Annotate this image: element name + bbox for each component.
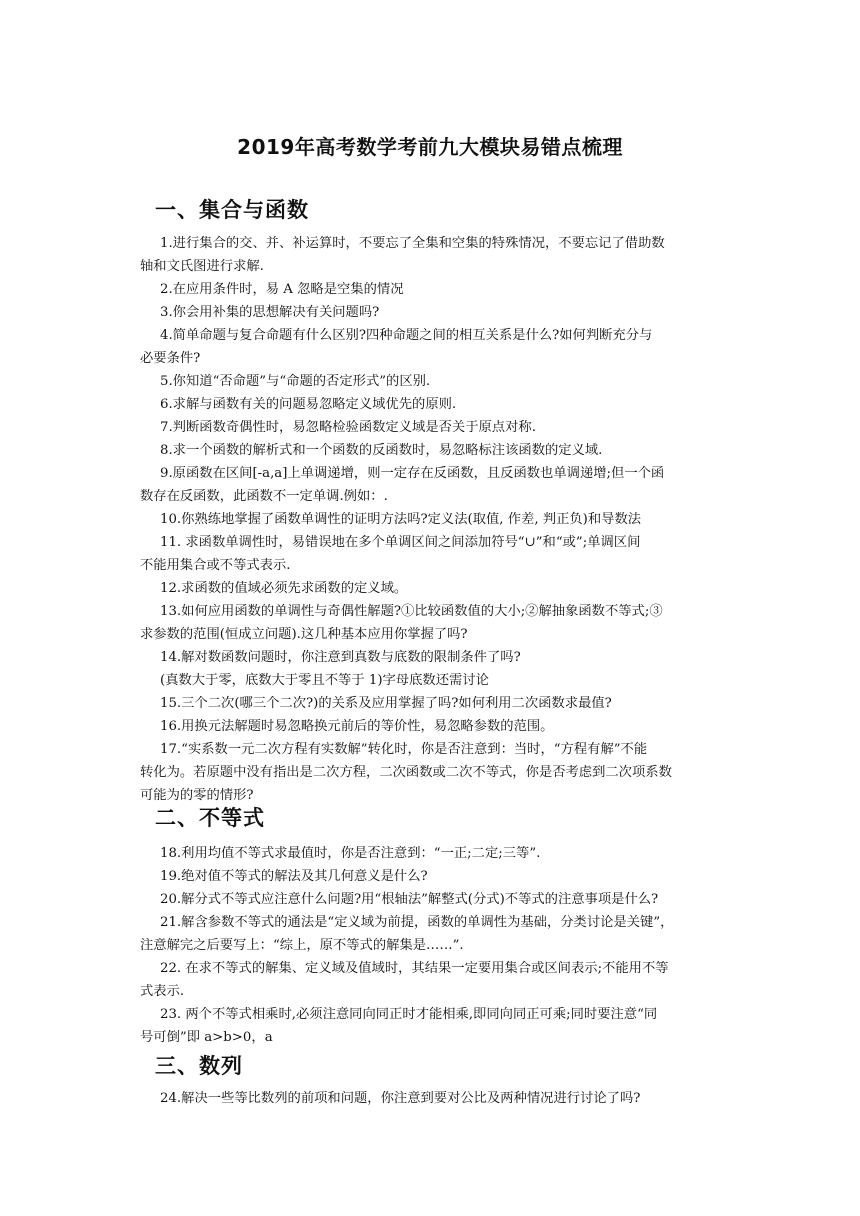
paragraph-line: 轴和文氏图进行求解.: [140, 259, 264, 274]
paragraph-line: 式表示.: [140, 984, 185, 999]
paragraph-line: 3.你会用补集的思想解决有关问题吗?: [160, 305, 380, 320]
paragraph-line: 8.求一个函数的解析式和一个函数的反函数时，易忽略标注该函数的定义域.: [160, 443, 603, 458]
paragraph-line: 可能为的零的情形?: [140, 788, 254, 803]
paragraph-line: 15.三个二次(哪三个二次?)的关系及应用掌握了吗?如何利用二次函数求最值?: [160, 696, 612, 711]
paragraph-line: 不能用集合或不等式表示.: [140, 558, 291, 573]
paragraph-line: 9.原函数在区间[-a,a]上单调递增，则一定存在反函数，且反函数也单调递增;但一个函: [160, 466, 665, 481]
paragraph-line: 注意解完之后要写上：“综上，原不等式的解集是……”.: [140, 938, 464, 953]
paragraph-line: 14.解对数函数问题时，你注意到真数与底数的限制条件了吗?: [160, 650, 521, 665]
paragraph-line: 13.如何应用函数的单调性与奇偶性解题?①比较函数值的大小;②解抽象函数不等式;③: [160, 604, 663, 619]
paragraph-line: 号可倒”即 a>b>0，a: [140, 1030, 273, 1045]
section-heading-sets-functions: 一、集合与函数: [155, 198, 309, 222]
paragraph-line: 23. 两个不等式相乘时,必须注意同向同正时才能相乘,即同向同正可乘;同时要注意“同: [160, 1007, 658, 1022]
paragraph-line: 7.判断函数奇偶性时，易忽略检验函数定义域是否关于原点对称.: [160, 420, 536, 435]
paragraph-line: 18.利用均值不等式求最值时，你是否注意到：“一正;二定;三等”.: [160, 846, 541, 861]
paragraph-line: 22. 在求不等式的解集、定义域及值域时，其结果一定要用集合或区间表示;不能用不等: [160, 961, 669, 976]
section-heading-inequalities: 二、不等式: [155, 806, 265, 830]
paragraph-line: 20.解分式不等式应注意什么问题?用“根轴法”解整式(分式)不等式的注意事项是什么?: [160, 892, 659, 907]
paragraph-line: 1.进行集合的交、并、补运算时，不要忘了全集和空集的特殊情况，不要忘记了借助数: [160, 236, 665, 251]
document-title: 2019年高考数学考前九大模块易错点梳理: [237, 135, 623, 159]
paragraph-line: 17.“实系数一元二次方程有实数解”转化时，你是否注意到：当时，“方程有解”不能: [160, 742, 648, 757]
paragraph-line: 12.求函数的值域必须先求函数的定义域。: [160, 581, 408, 596]
paragraph-line: 求参数的范围(恒成立问题).这几种基本应用你掌握了吗?: [140, 627, 468, 642]
paragraph-line: 必要条件?: [140, 351, 201, 366]
section-heading-sequences: 三、数列: [155, 1054, 243, 1078]
paragraph-line: 6.求解与函数有关的问题易忽略定义域优先的原则.: [160, 397, 457, 412]
paragraph-line: 21.解含参数不等式的通法是“定义域为前提，函数的单调性为基础，分类讨论是关键”，: [160, 915, 674, 930]
paragraph-line: 5.你知道“否命题”与“命题的否定形式”的区别.: [160, 374, 431, 389]
paragraph-line: 2.在应用条件时，易 A 忽略是空集的情况: [160, 282, 404, 297]
paragraph-line: 24.解决一些等比数列的前项和问题，你注意到要对公比及两种情况进行讨论了吗?: [160, 1091, 641, 1106]
paragraph-line: 数存在反函数，此函数不一定单调.例如：.: [140, 489, 388, 504]
paragraph-line: 16.用换元法解题时易忽略换元前后的等价性，易忽略参数的范围。: [160, 719, 554, 734]
paragraph-line: (真数大于零，底数大于零且不等于 1)字母底数还需讨论: [160, 673, 489, 688]
paragraph-line: 4.简单命题与复合命题有什么区别?四种命题之间的相互关系是什么?如何判断充分与: [160, 328, 653, 343]
paragraph-line: 10.你熟练地掌握了函数单调性的证明方法吗?定义法(取值, 作差, 判正负)和导数法: [160, 512, 642, 527]
paragraph-line: 11. 求函数单调性时，易错误地在多个单调区间之间添加符号“∪”和“或”;单调区间: [160, 535, 641, 550]
paragraph-line: 转化为。若原题中没有指出是二次方程，二次函数或二次不等式，你是否考虑到二次项系数: [140, 765, 672, 780]
paragraph-line: 19.绝对值不等式的解法及其几何意义是什么?: [160, 869, 428, 884]
